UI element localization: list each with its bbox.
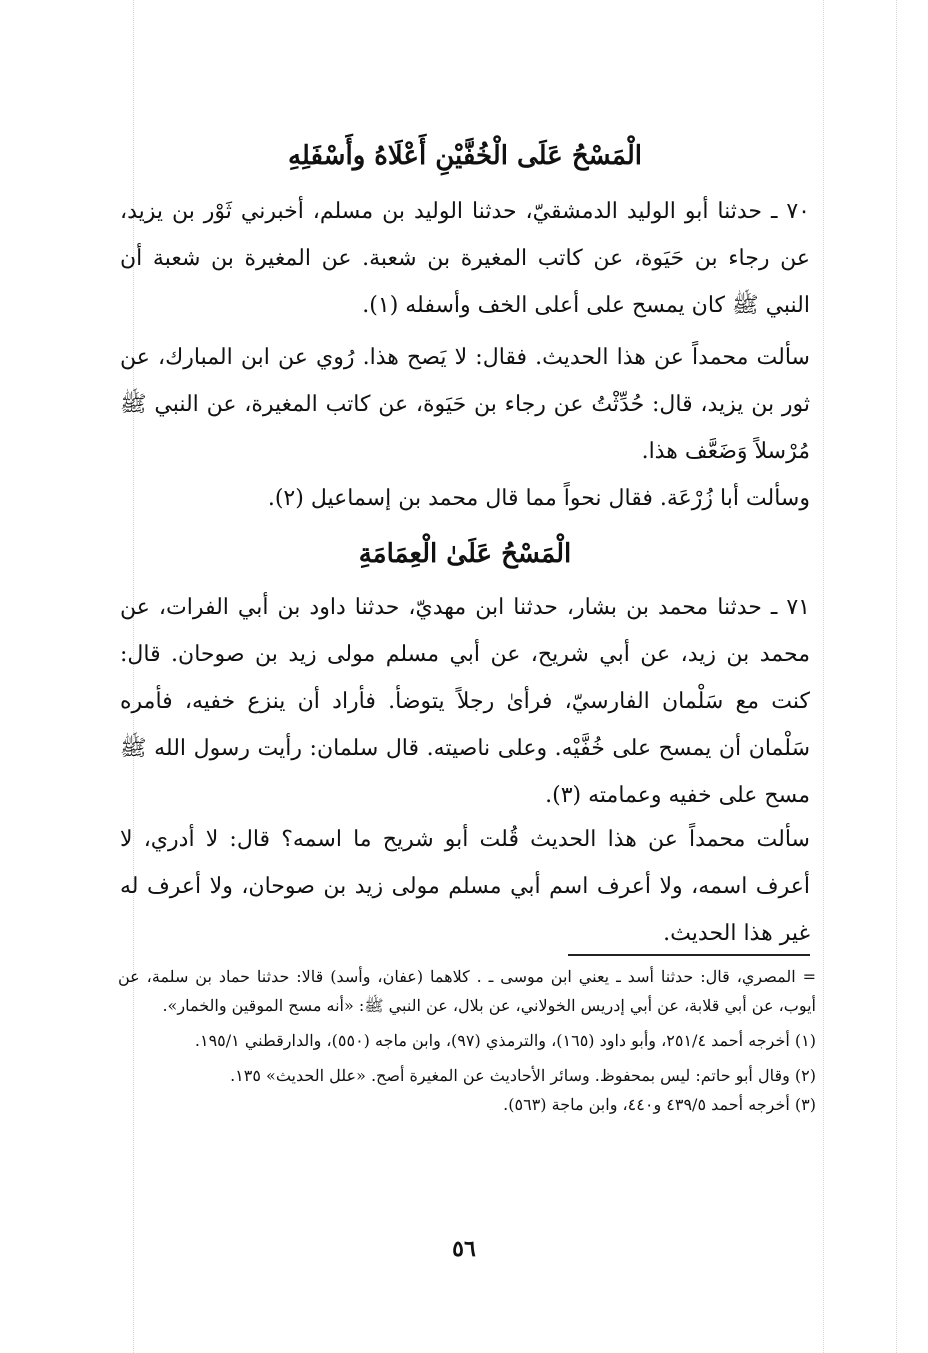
scan-guide-right <box>823 0 824 1353</box>
hadith-70-block <box>120 188 810 329</box>
section-heading-khuffayn: الْمَسْحُ عَلَى الْخُفَّيْنِ أَعْلَاهُ وأَسْفَلِهِ <box>287 141 642 171</box>
hadith-70-text: ٧٠ ـ حدثنا أبو الوليد الدمشقيّ، حدثنا الوليد بن مسلم، أخبرني ثَوْر بن يزيد، عن رجاء بن حَيَوة، عن كاتب المغيرة بن شعبة. عن المغيرة بن شعبة أن النبي ﷺ كان يمسح على أعلى الخف وأسفله (١). <box>120 199 810 318</box>
hadith-71-text: ٧١ ـ حدثنا محمد بن بشار، حدثنا ابن مهديّ، حدثنا داود بن أبي الفرات، عن محمد بن زيد، عن أبي شريح، عن أبي مسلم مولى زيد بن صوحان. قال: كنت مع سَلْمان الفارسيّ، فرأىٰ رجلاً يتوضأ. فأراد أن ينزع خفيه، فأمره سَلْمان أن يمسح على خُفَّيْه. وعلى ناصيته. قال سلمان: رأيت رسول الله ﷺ مسح على خفيه وعمامته (٣). <box>120 595 810 808</box>
commentary-70b-block <box>120 475 810 522</box>
commentary-71-block <box>120 816 810 957</box>
footnote-continued: = المصري، قال: حدثنا أسد ـ يعني ابن موسى ـ . كلاهما (عفان، وأسد) قالا: حدثنا حماد بن سلمة، عن أيوب، عن أبي قلابة، عن أبي إدريس الخولاني، عن بلال، عن النبي ﷺ: «أنه مسح الموقين والخمار». <box>118 967 816 1015</box>
commentary-70b-text: وسألت أبا زُرْعَة. فقال نحواً مما قال محمد بن إسماعيل (٢). <box>267 486 810 511</box>
commentary-70-block <box>120 334 810 475</box>
page-number: ٥٦ <box>452 1236 476 1262</box>
section-heading-imamah: الْمَسْحُ عَلَىٰ الْعِمَامَةِ <box>358 539 572 569</box>
commentary-71-text: سألت محمداً عن هذا الحديث قُلت أبو شريح ما اسمه؟ قال: لا أدري، لا أعرف اسمه، ولا أعرف اسم أبي مسلم مولى زيد بن صوحان، ولا أعرف له غير هذا الحديث. <box>120 827 810 946</box>
footnote-3: (٣) أخرجه أحمد ٤٣٩/٥ و٤٤٠، وابن ماجة (٥٦٣). <box>503 1095 816 1114</box>
hadith-71-block <box>120 584 810 819</box>
scan-guide-far-right <box>896 0 897 1353</box>
commentary-70-text: سألت محمداً عن هذا الحديث. فقال: لا يَصح هذا. رُوي عن ابن المبارك، عن ثور بن يزيد، قال: حُدِّثْتُ عن رجاء بن حَيَوة، عن كاتب المغيرة، عن النبي ﷺ مُرْسلاً وَضَعَّف هذا. <box>120 345 810 464</box>
footnote-1: (١) أخرجه أحمد ٢٥١/٤، وأبو داود (١٦٥)، والترمذي (٩٧)، وابن ماجه (٥٥٠)، والدارقطني ١٩٥/١. <box>194 1031 816 1050</box>
footnote-separator <box>568 954 810 956</box>
footnote-2: (٢) وقال أبو حاتم: ليس بمحفوظ. وسائر الأحاديث عن المغيرة أصح. «علل الحديث» ١٣٥. <box>230 1066 816 1085</box>
footnotes <box>118 962 816 1119</box>
